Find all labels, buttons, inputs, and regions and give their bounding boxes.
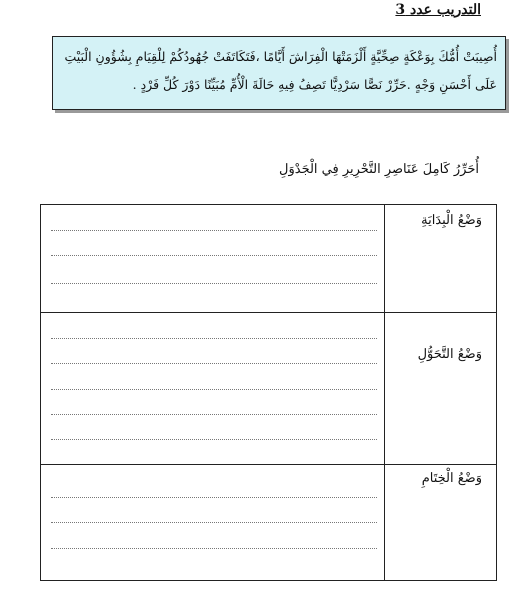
table-row-transition bbox=[41, 313, 496, 465]
exercise-title: التدريب عدد 3 bbox=[395, 2, 481, 18]
dotted-line bbox=[51, 522, 377, 523]
label-transition: وَضْعُ التَّحَوُّلِ bbox=[417, 347, 482, 362]
prompt-text: أُصِيبَتْ أُمُّكَ بِوَعْكَةٍ صِحِّيَّةٍ أَلْزَمَتْهَا الْفِرَاشَ أَيَّامًا ،فَتَكَاتَفَتْ جُهُودُكُمْ لِلْقِيَامِ بِشُؤُونِ الْبَيْتِ عَلَى أَحْسَنِ وَجْهٍ .حَرِّرْ نَصًّا سَرْدِيًّا تَصِفُ فِيهِ حَالَةَ الْأُمِّ مُبَيِّنًا دَوْرَ كُلِّ فَرْدٍ . bbox=[64, 49, 497, 92]
dotted-line bbox=[51, 338, 377, 339]
dotted-line bbox=[51, 548, 377, 549]
dotted-line bbox=[51, 414, 377, 415]
table-row-ending bbox=[41, 465, 496, 581]
prompt-box bbox=[52, 36, 506, 110]
writing-area-ending[interactable] bbox=[41, 465, 385, 581]
dotted-line bbox=[51, 255, 377, 256]
dotted-line bbox=[51, 389, 377, 390]
label-beginning: وَضْعُ الْبِدَايَةِ bbox=[421, 213, 482, 228]
dotted-line bbox=[51, 497, 377, 498]
writing-area-transition[interactable] bbox=[41, 313, 385, 464]
dotted-line bbox=[51, 439, 377, 440]
table-row-beginning bbox=[41, 205, 496, 313]
label-ending: وَضْعُ الْخِتَامِ bbox=[421, 471, 482, 486]
writing-area-beginning[interactable] bbox=[41, 205, 385, 312]
writing-table bbox=[40, 204, 497, 581]
instruction-text: أُحَرِّرُ كَامِلَ عَنَاصِرِ التَّحْرِيرِ فِي الْجَدْوَلِ bbox=[279, 162, 479, 177]
dotted-line bbox=[51, 230, 377, 231]
dotted-line bbox=[51, 363, 377, 364]
dotted-line bbox=[51, 283, 377, 284]
